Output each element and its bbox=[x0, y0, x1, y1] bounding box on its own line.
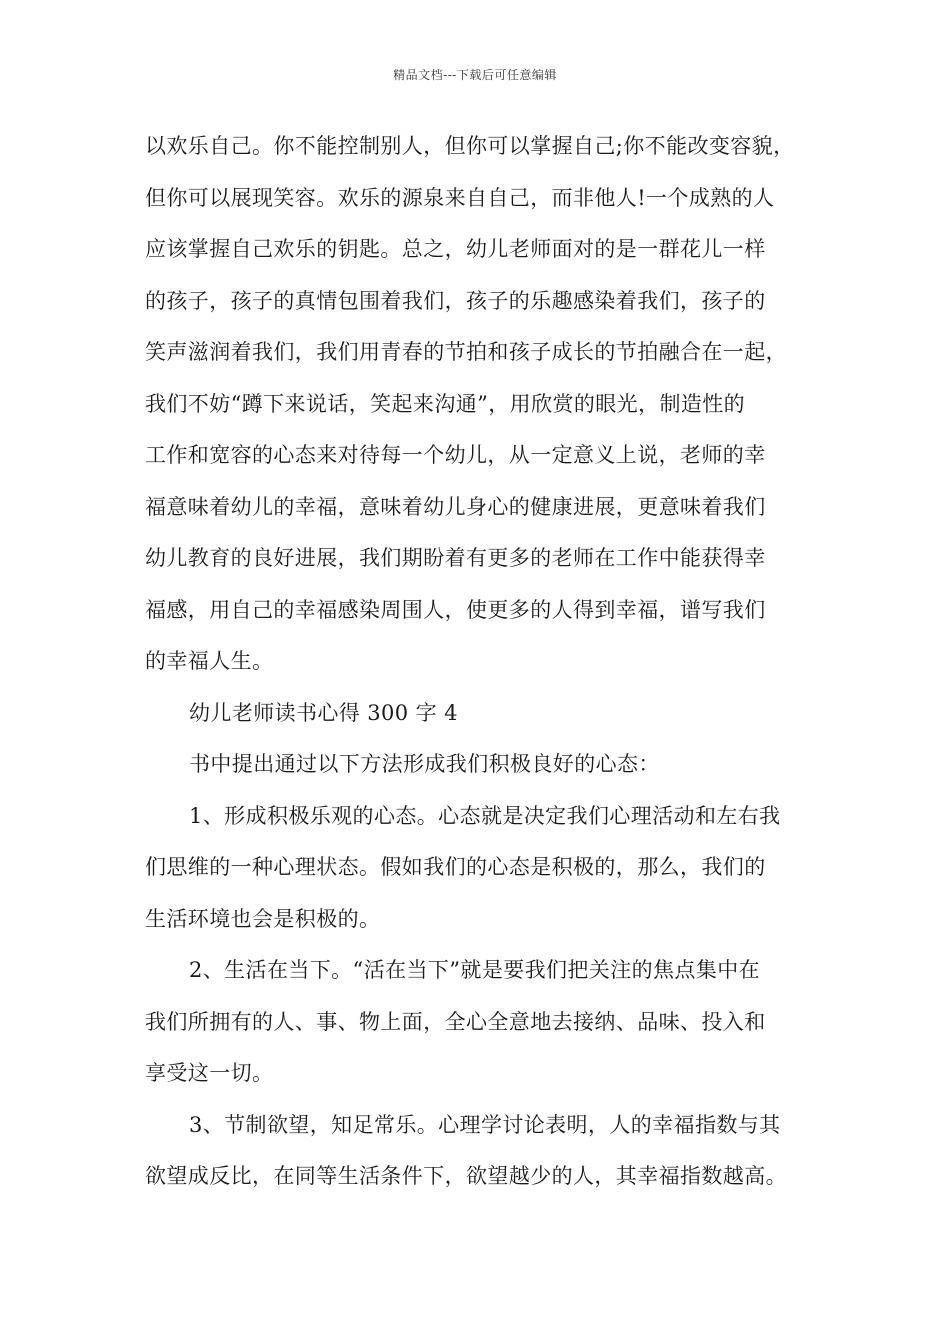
section-heading: 幼儿老师读书心得 300 字 4 bbox=[189, 700, 458, 725]
text-line: 我们所拥有的人、事、物上面，全心全意地去接纳、品味、投入和 bbox=[145, 1009, 766, 1034]
document-body bbox=[145, 128, 815, 1210]
list-item-2: 2、生活在当下。“活在当下”就是要我们把关注的焦点集中在 bbox=[189, 958, 761, 982]
text-line: 福感，用自己的幸福感染周围人，使更多的人得到幸福，谱写我们 bbox=[145, 597, 766, 622]
text-line: 生活环境也会是积极的。 bbox=[145, 906, 381, 931]
text-line: 们思维的一种心理状态。假如我们的心态是积极的，那么，我们的 bbox=[145, 855, 766, 879]
text-line: 以欢乐自己。你不能控制别人，但你可以掌握自己;你不能改变容貌， bbox=[145, 134, 795, 158]
text-line: 的孩子，孩子的真情包围着我们，孩子的乐趣感染着我们，孩子的 bbox=[145, 288, 766, 313]
text-line: 应该掌握自己欢乐的钥匙。总之，幼儿老师面对的是一群花儿一样 bbox=[145, 237, 766, 261]
list-item-3: 3、节制欲望，知足常乐。心理学讨论表明，人的幸福指数与其 bbox=[189, 1112, 781, 1137]
text-line: 的幸福人生。 bbox=[145, 649, 274, 673]
text-line: 享受这一切。 bbox=[145, 1061, 274, 1085]
text-line: 但你可以展现笑容。欢乐的源泉来自自己，而非他人!一个成熟的人 bbox=[145, 185, 775, 210]
text-line: 福意味着幼儿的幸福，意味着幼儿身心的健康进展，更意味着我们 bbox=[145, 494, 766, 519]
list-item-1: 1、形成积极乐观的心态。心态就是决定我们心理活动和左右我 bbox=[189, 803, 781, 828]
text-line: 我们不妨“蹲下来说话，笑起来沟通”，用欣赏的眼光，制造性的 bbox=[145, 391, 746, 416]
page-header: 精品文档---下载后可任意编辑 bbox=[393, 68, 557, 82]
text-line: 笑声滋润着我们，我们用青春的节拍和孩子成长的节拍融合在一起， bbox=[145, 340, 787, 364]
text-line: 书中提出通过以下方法形成我们积极良好的心态： bbox=[189, 752, 660, 776]
text-line: 工作和宽容的心态来对待每一个幼儿，从一定意义上说，老师的幸 bbox=[145, 443, 766, 467]
text-line: 幼儿教育的良好进展，我们期盼着有更多的老师在工作中能获得幸 bbox=[145, 546, 766, 570]
text-line: 欲望成反比，在同等生活条件下，欲望越少的人，其幸福指数越高。 bbox=[145, 1164, 787, 1188]
